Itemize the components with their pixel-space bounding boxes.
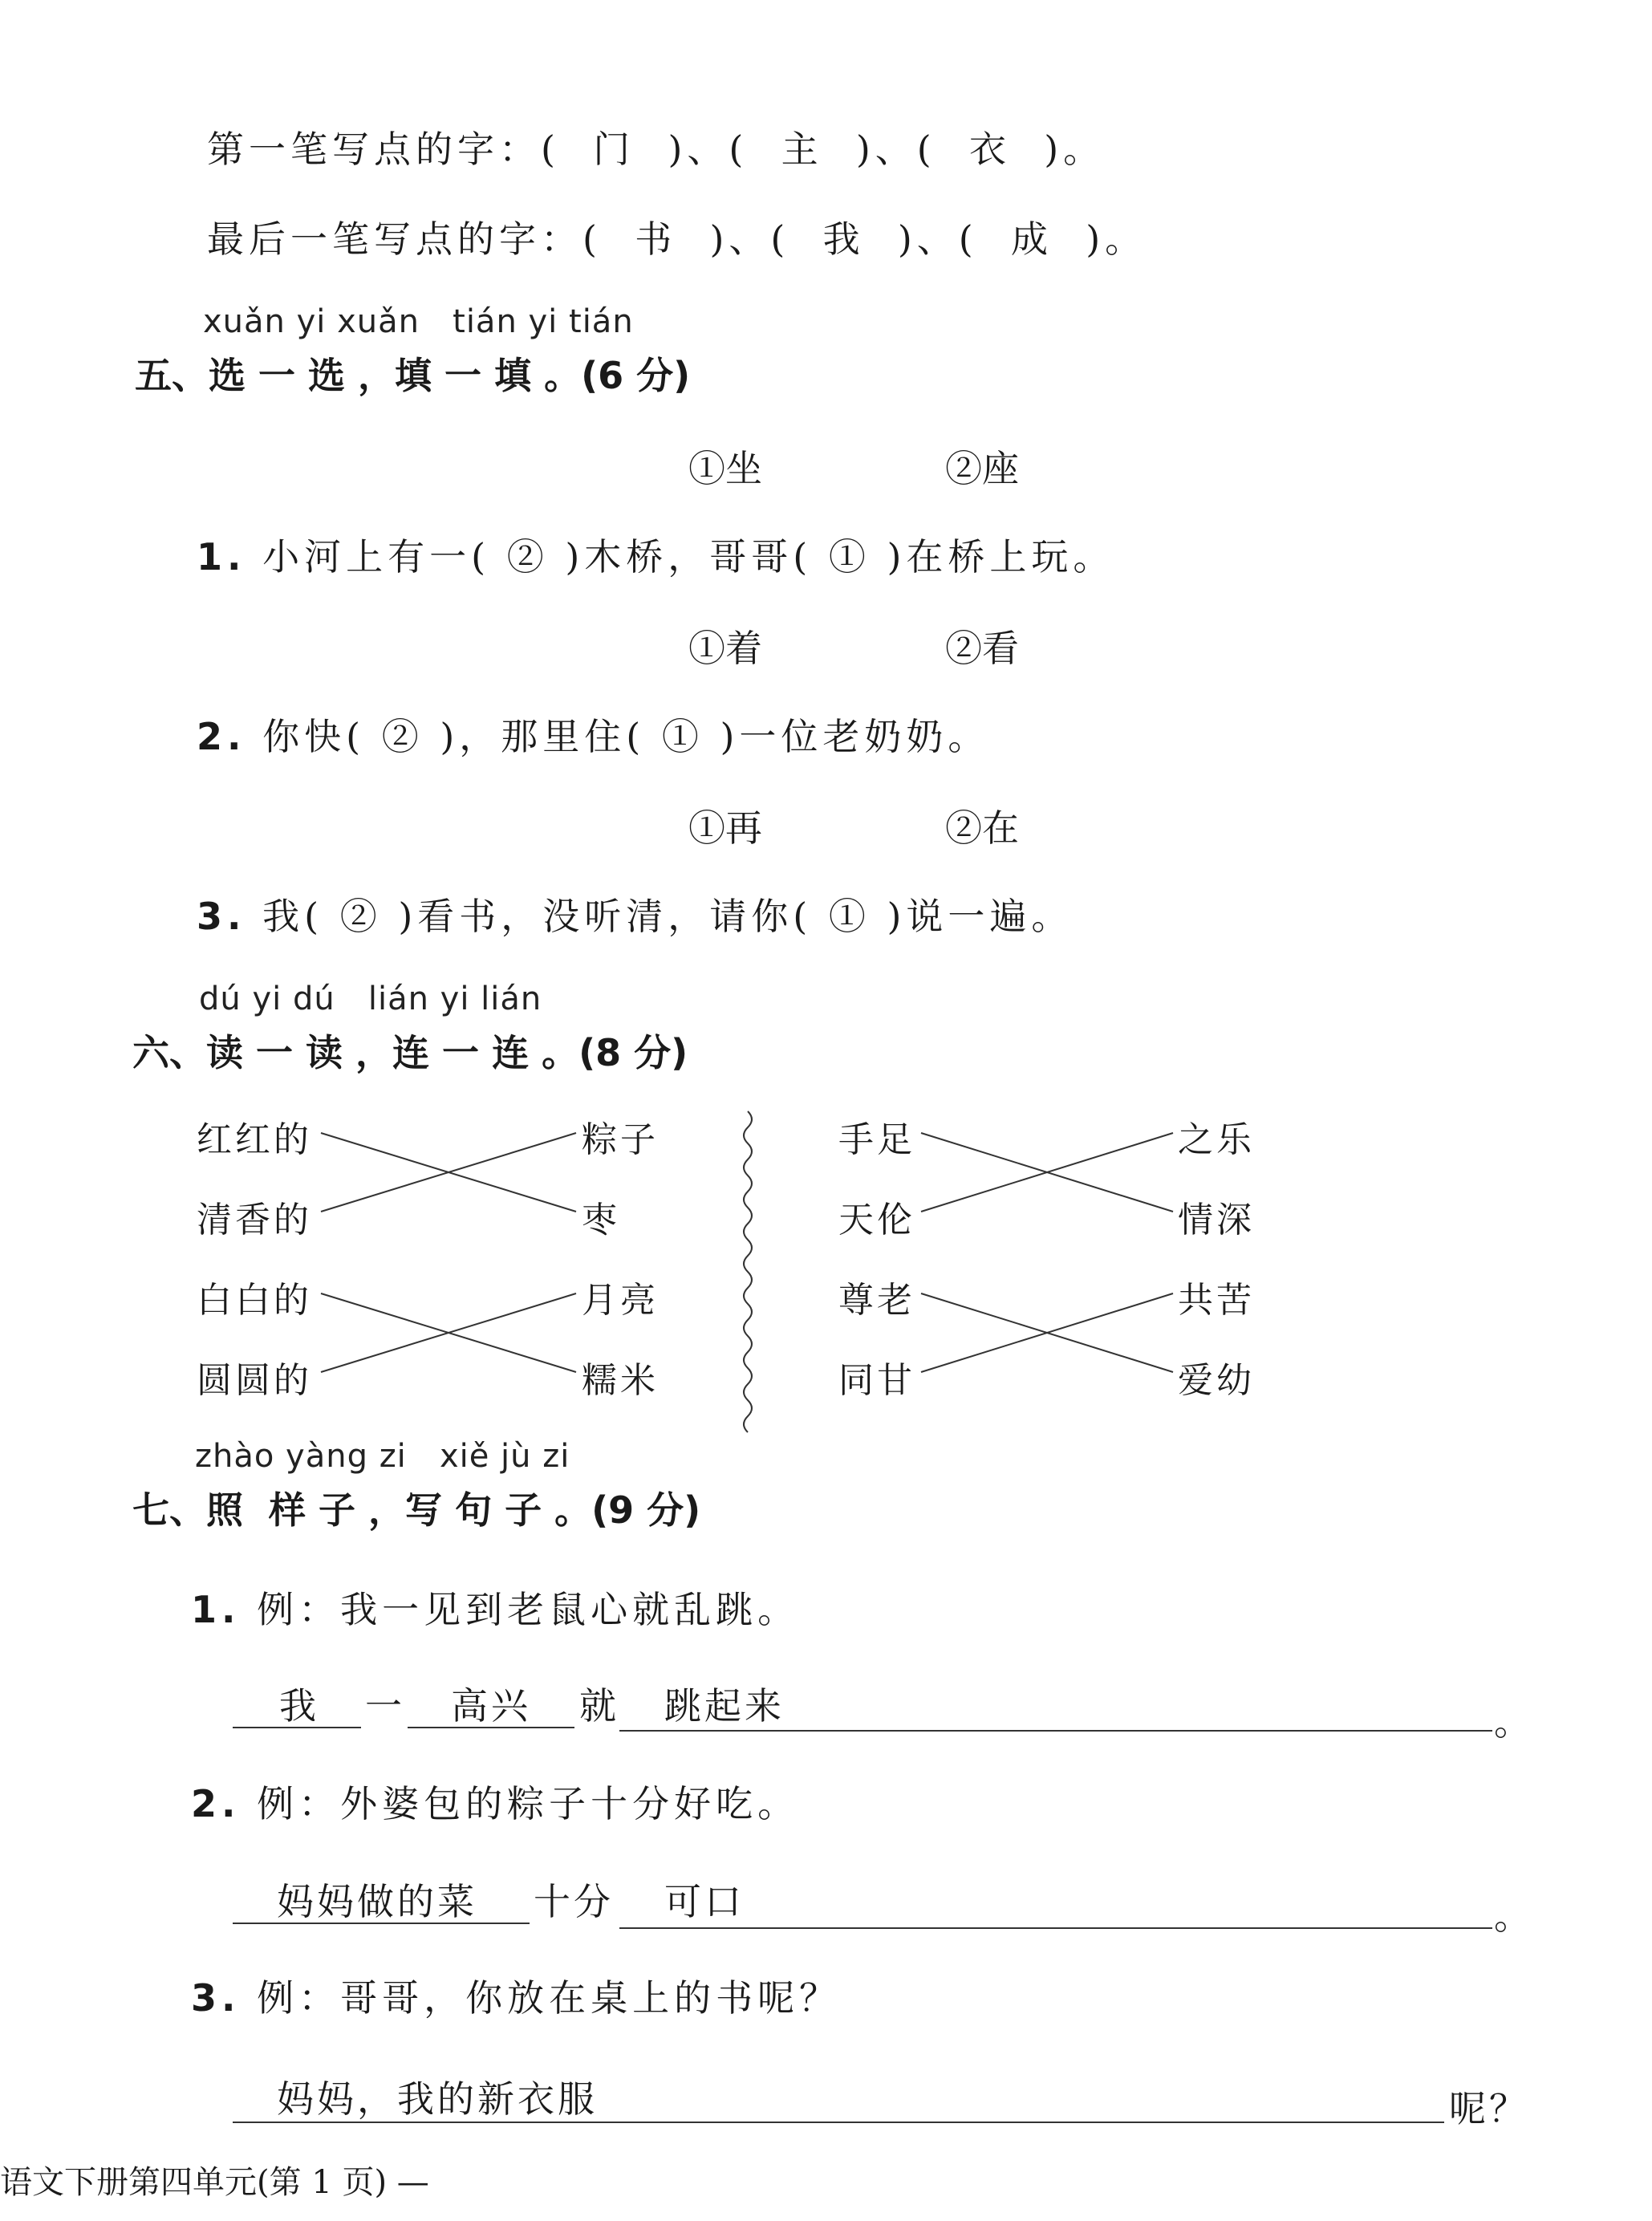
match-left-8: 同甘 — [838, 1360, 915, 1401]
s7-q1-example-text: 例：我一见到老鼠心就乱跳。 — [257, 1588, 800, 1631]
match-right-5: 之乐 — [1178, 1119, 1255, 1160]
q3-answer-1: ② — [339, 895, 382, 938]
answer-5: 我 — [822, 217, 865, 261]
s7-q1-number: 1. — [191, 1588, 241, 1631]
q3-text-c: )说一遍。 — [887, 895, 1074, 938]
page-footer: 语文下册第四单元(第 1 页) — — [0, 2164, 429, 2201]
sec7-pinyin: zhào yàng zi xiě jù zi — [195, 1438, 570, 1475]
q3-option-2: ②在 — [945, 806, 1019, 850]
match-right-3: 月亮 — [582, 1280, 659, 1321]
s7-q2-end: 。 — [1494, 1894, 1534, 1938]
sec7-heading: 七、照 样 子 ，写 句 子 。(9 分) — [132, 1488, 701, 1532]
s7-q1-fill-2: 一 — [365, 1684, 405, 1728]
q2-answer-1: ② — [381, 715, 424, 758]
q1-answer-1: ② — [506, 535, 549, 579]
q1-text-c: )在桥上玩。 — [887, 535, 1115, 579]
stroke-line-2: 最后一笔写点的字：( 书 )、( 我 )、( 成 )。 — [207, 210, 1147, 263]
s7-q1-example — [191, 1581, 799, 1634]
answer-3: 衣 — [968, 128, 1011, 171]
match-right-8: 爱幼 — [1178, 1360, 1255, 1401]
s7-q3-blank-1[interactable] — [233, 2122, 1444, 2123]
answer-1: 门 — [593, 128, 635, 171]
match-left-3: 白白的 — [197, 1280, 312, 1321]
q2-number: 2. — [197, 715, 246, 758]
s7-q2-number: 2. — [191, 1782, 241, 1825]
s7-q2-example-text: 例：外婆包的粽子十分好吃。 — [257, 1782, 800, 1825]
match-left-4: 圆圆的 — [197, 1360, 312, 1401]
s7-q3-example — [191, 1969, 841, 2022]
match-left-1: 红红的 — [197, 1119, 312, 1160]
sec5-pinyin: xuǎn yi xuǎn tián yi tián — [203, 303, 634, 340]
q1-text-a: 小河上有一( — [262, 535, 491, 579]
match-right-7: 共苦 — [1178, 1280, 1255, 1321]
stroke-line-1: 第一笔写点的字：( 门 )、( 主 )、( 衣 )。 — [207, 120, 1105, 173]
q2-text-a: 你快( — [262, 715, 366, 758]
match-left-7: 尊老 — [838, 1280, 915, 1321]
match-right-1: 粽子 — [582, 1119, 659, 1160]
match-right-2: 枣 — [582, 1200, 620, 1240]
s7-q1-blank-2[interactable] — [408, 1727, 574, 1728]
q3-answer-2: ① — [828, 895, 871, 938]
q3-number: 3. — [197, 895, 246, 938]
wavy-divider — [744, 1111, 752, 1432]
s7-q1-fill-1: 我 — [279, 1684, 319, 1728]
s7-q2-fill-1: 妈妈做的菜 — [277, 1880, 477, 1923]
s7-q1-end: 。 — [1494, 1700, 1534, 1744]
s7-q1-blank-3[interactable] — [619, 1730, 1492, 1732]
stroke-label-1: 第一笔写点的字： — [207, 128, 541, 171]
q3-text-a: 我( — [262, 895, 324, 938]
q2-option-1: ①着 — [688, 627, 762, 670]
q2-option-2: ②看 — [945, 627, 1019, 670]
stroke-label-2: 最后一笔写点的字： — [207, 217, 582, 261]
match-right-6: 情深 — [1178, 1200, 1255, 1240]
q3-option-1: ①再 — [688, 806, 762, 850]
s7-q2-blank-2[interactable] — [619, 1927, 1492, 1929]
s7-q3-fill-1: 妈妈，我的新衣服 — [277, 2077, 598, 2121]
q3-text-b: )看书，没听清，请你( — [398, 895, 813, 938]
q2-text-b: )，那里住( — [440, 715, 646, 758]
answer-4: 书 — [635, 217, 677, 261]
match-left-5: 手足 — [838, 1119, 915, 1160]
q1-answer-2: ① — [828, 535, 871, 579]
match-left-6: 天伦 — [838, 1200, 915, 1240]
match-left-2: 清香的 — [197, 1200, 312, 1240]
match-right-4: 糯米 — [582, 1360, 659, 1401]
q2-text-c: )一位老奶奶。 — [720, 715, 990, 758]
s7-q2-example — [191, 1775, 799, 1828]
sec6-pinyin: dú yi dú lián yi lián — [199, 981, 542, 1017]
q1-option-2: ②座 — [945, 447, 1019, 490]
s7-q3-end: 呢？ — [1449, 2087, 1529, 2130]
answer-2: 主 — [781, 128, 823, 171]
s7-q2-fill-3: 可口 — [664, 1880, 745, 1923]
s7-q3-example-text: 例：哥哥，你放在桌上的书呢？ — [257, 1976, 842, 2020]
sec6-heading: 六、读 一 读 ，连 一 连 。(8 分) — [132, 1031, 688, 1074]
answer-6: 成 — [1010, 217, 1053, 261]
s7-q1-blank-1[interactable] — [233, 1727, 361, 1728]
q2-answer-2: ① — [661, 715, 704, 758]
q1-number: 1. — [197, 535, 246, 579]
s7-q1-fill-4: 就 — [579, 1684, 619, 1728]
sec5-heading: 五、选 一 选 ，填 一 填 。(6 分) — [135, 354, 691, 397]
s7-q2-fill-2: 十分 — [534, 1880, 614, 1923]
s7-q1-fill-3: 高兴 — [451, 1684, 531, 1728]
q1-text-b: )木桥，哥哥( — [565, 535, 813, 579]
s7-q2-blank-1[interactable] — [233, 1923, 530, 1924]
s7-q3-number: 3. — [191, 1976, 241, 2020]
q1-option-1: ①坐 — [688, 447, 762, 490]
s7-q1-fill-5: 跳起来 — [664, 1684, 785, 1728]
